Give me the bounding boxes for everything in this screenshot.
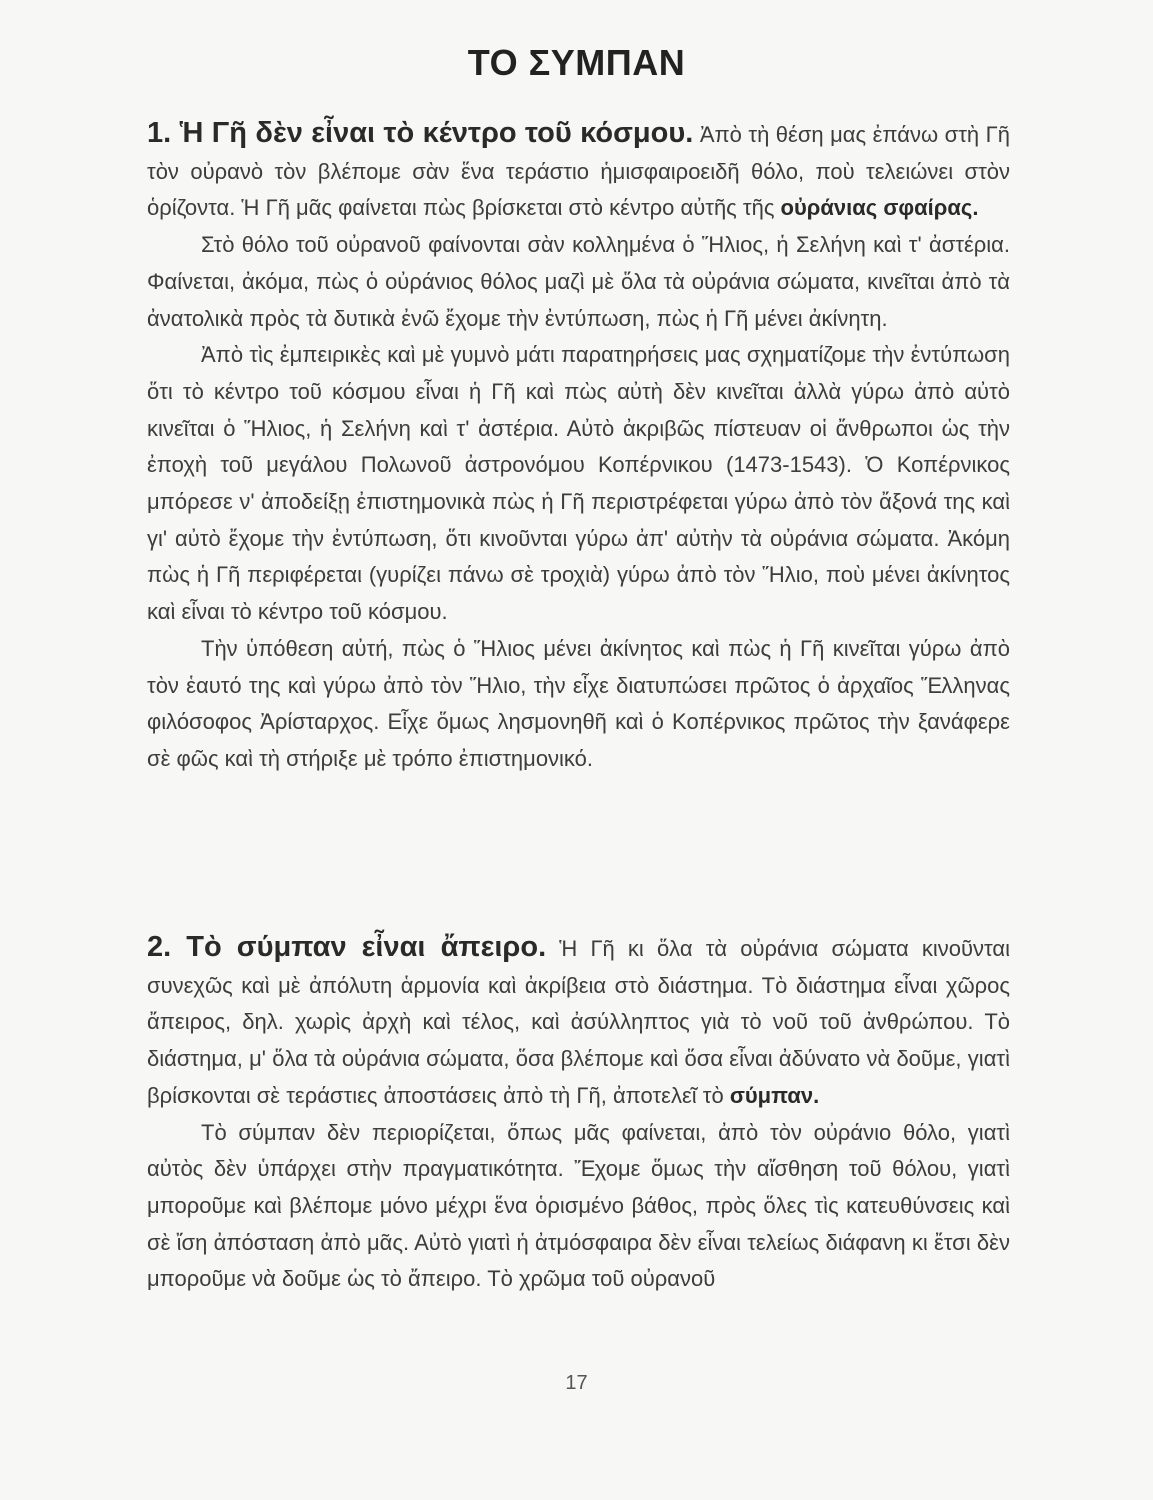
- page-number: 17: [565, 1372, 588, 1394]
- section-1-paragraph-4: Τὴν ὑπόθεση αὐτή, πὼς ὁ Ἥλιος μένει ἀκίνητος καὶ πὼς ἡ Γῆ κινεῖται γύρω ἀπὸ τὸν ἑαυτό της καὶ γύρω ἀπὸ τὸν Ἥλιο, τὴν εἶχε διατυπώσει πρῶτος ὁ ἀρχαῖος Ἕλληνας φιλόσοφος Ἀρίσταρχος. Εἶχε ὅμως λησμονηθῆ καὶ ὁ Κοπέρνικος πρῶτος τὴν ξανάφερε σὲ φῶς καὶ τὴ στήριξε μὲ τρόπο ἐπιστημονικό.: [147, 635, 1010, 771]
- section-earth-not-center: [147, 115, 1010, 778]
- section-2-paragraph-1: [147, 929, 1010, 1115]
- section-2-bold-term: σύμπαν.: [729, 1082, 820, 1108]
- section-1-paragraph-3: Ἀπὸ τὶς ἐμπειρικὲς καὶ μὲ γυμνὸ μάτι παρατηρήσεις μας σχηματίζομε τὴν ἐντύπωση ὅτι τὸ κέντρο τοῦ κόσμου εἶναι ἡ Γῆ καὶ πὼς αὐτὴ δὲν κινεῖται ἀλλὰ γύρω ἀπὸ αὐτὸ κινεῖται ὁ Ἥλιος, ἡ Σελήνη καὶ τ' ἀστέρια. Αὐτὸ ἀκριβῶς πίστευαν οἱ ἄνθρωποι ὡς τὴν ἐποχὴ τοῦ μεγάλου Πολωνοῦ ἀστρονόμου Κοπέρνικου (1473-1543). Ὁ Κοπέρνικος μπόρεσε ν' ἀποδείξῃ ἐπιστημονικὰ πὼς ἡ Γῆ περιστρέφεται γύρω ἀπὸ τὸν ἄξονά της καὶ γι' αὐτὸ ἔχομε τὴν ἐντύπωση, ὅτι κινοῦνται γύρω ἀπ' αὐτὴν τὰ οὐράνια σώματα. Ἀκόμη πὼς ἡ Γῆ περιφέρεται (γυρίζει πάνω σὲ τροχιὰ) γύρω ἀπὸ τὸν Ἥλιο, ποὺ μένει ἀκίνητος καὶ εἶναι τὸ κέντρο τοῦ κόσμου.: [147, 342, 1010, 625]
- section-1-bold-term: οὐράνιας σφαίρας.: [780, 195, 979, 221]
- page-title: ΤΟ ΣΥΜΠΑΝ: [467, 42, 686, 83]
- section-1-paragraph-2: Στὸ θόλο τοῦ οὐρανοῦ φαίνονται σὰν κολλημένα ὁ Ἥλιος, ἡ Σελήνη καὶ τ' ἀστέρια. Φαίνεται, ἀκόμα, πὼς ὁ οὐράνιος θόλος μαζὶ μὲ ὅλα τὰ οὐράνια σώματα, κινεῖται ἀπὸ τὰ ἀνατολικὰ πρὸς τὰ δυτικὰ ἐνῶ ἔχομε τὴν ἐντύπωση, πὼς ἡ Γῆ μένει ἀκίνητη.: [147, 232, 1010, 331]
- section-1-paragraph-1: [147, 115, 1010, 227]
- section-2-paragraph-1-text: Ἡ Γῆ κι ὅλα τὰ οὐράνια σώματα κινοῦνται συνεχῶς καὶ μὲ ἀπόλυτη ἁρμονία καὶ ἀκρίβεια στὸ διάστημα. Τὸ διάστημα εἶναι χῶρος ἄπειρος, δηλ. χωρὶς ἀρχὴ καὶ τέλος, καὶ ἀσύλληπτος γιὰ τὸ νοῦ τοῦ ἀνθρώπου. Τὸ διάστημα, μ' ὅλα τὰ οὐράνια σώματα, ὅσα βλέπομε καὶ ὅσα εἶναι ἀδύνατο νὰ δοῦμε, γιατὶ βρίσκονται σὲ τεράστιες ἀποστάσεις ἀπὸ τὴ Γῆ, ἀποτελεῖ τὸ: [147, 936, 1010, 1108]
- section-2-heading: 2. Τὸ σύμπαν εἶναι ἄπειρο.: [147, 931, 547, 963]
- section-1-paragraph-1-text: Ἀπὸ τὴ θέση μας ἐπάνω στὴ Γῆ τὸν οὐρανὸ τὸν βλέπομε σὰν ἕνα τεράστιο ἡμισφαιροειδῆ θόλο, ποὺ τελειώνει στὸν ὁρίζοντα. Ἡ Γῆ μᾶς φαίνεται πὼς βρίσκεται στὸ κέντρο αὐτῆς τῆς: [147, 122, 1010, 221]
- section-universe-infinite: [147, 929, 1010, 1298]
- section-1-heading: 1. Ἡ Γῆ δὲν εἶναι τὸ κέντρο τοῦ κόσμου.: [147, 117, 694, 149]
- section-2-paragraph-2: Τὸ σύμπαν δὲν περιορίζεται, ὅπως μᾶς φαίνεται, ἀπὸ τὸν οὐράνιο θόλο, γιατὶ αὐτὸς δὲν ὑπάρχει στὴν πραγματικότητα. Ἔχομε ὅμως τὴν αἴσθηση τοῦ θόλου, γιατὶ μποροῦμε καὶ βλέπομε μόνο μέχρι ἕνα ὁρισμένο βάθος, πρὸς ὅλες τὶς κατευθύνσεις καὶ σὲ ἴση ἀπόσταση ἀπὸ μᾶς. Αὐτὸ γιατὶ ἡ ἀτμόσφαιρα δὲν εἶναι τελείως διάφανη κι ἔτσι δὲν μποροῦμε νὰ δοῦμε ὡς τὸ ἄπειρο. Τὸ χρῶμα τοῦ οὐρανοῦ: [147, 1119, 1010, 1292]
